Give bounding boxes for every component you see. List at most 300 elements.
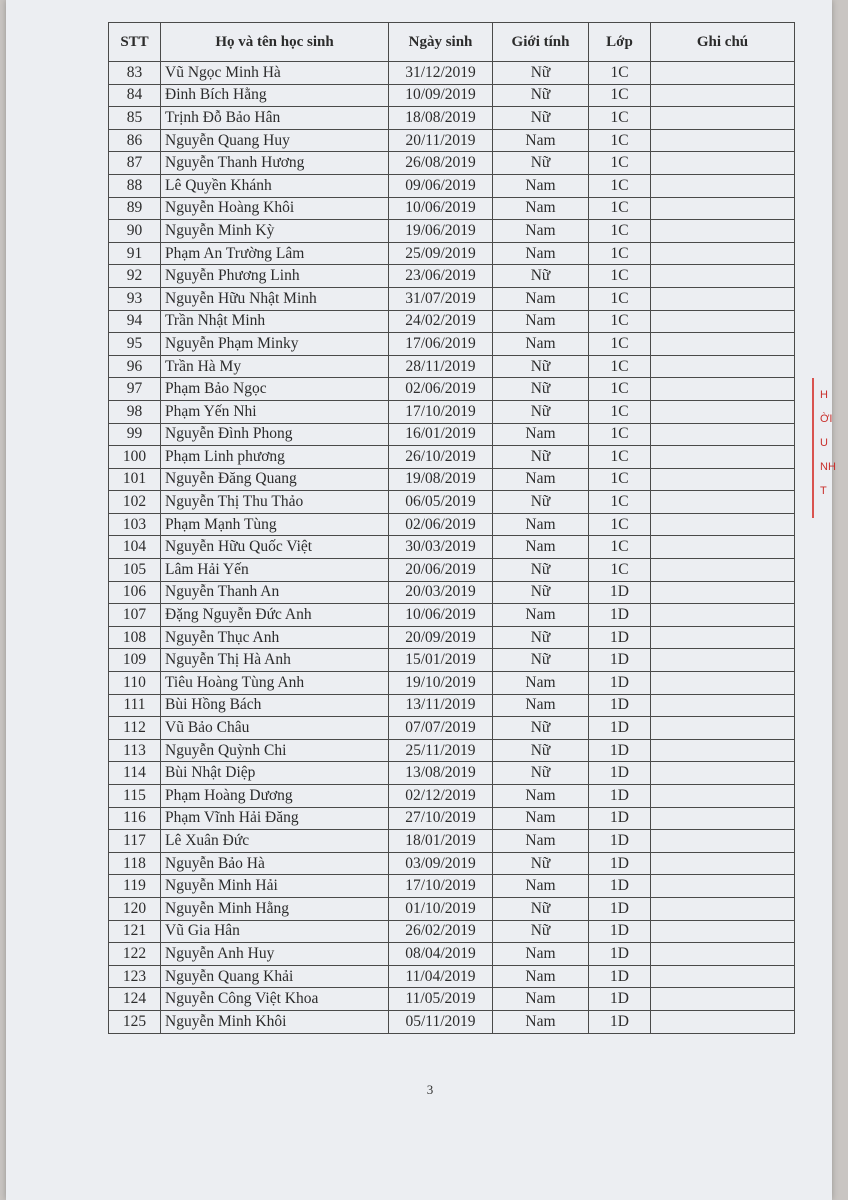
cell-full-name: Lê Xuân Đức bbox=[161, 830, 389, 853]
cell-gender: Nam bbox=[493, 287, 589, 310]
cell-full-name: Vũ Ngọc Minh Hà bbox=[161, 62, 389, 85]
cell-date-of-birth: 10/06/2019 bbox=[389, 604, 493, 627]
cell-stt: 121 bbox=[109, 920, 161, 943]
cell-gender: Nữ bbox=[493, 62, 589, 85]
cell-notes bbox=[651, 672, 795, 695]
cell-gender: Nam bbox=[493, 1010, 589, 1033]
cell-stt: 119 bbox=[109, 875, 161, 898]
cell-date-of-birth: 24/02/2019 bbox=[389, 310, 493, 333]
cell-gender: Nam bbox=[493, 830, 589, 853]
cell-date-of-birth: 23/06/2019 bbox=[389, 265, 493, 288]
cell-stt: 104 bbox=[109, 536, 161, 559]
header-notes: Ghi chú bbox=[651, 23, 795, 62]
cell-gender: Nữ bbox=[493, 626, 589, 649]
table-row bbox=[109, 84, 795, 107]
cell-date-of-birth: 09/06/2019 bbox=[389, 174, 493, 197]
cell-notes bbox=[651, 965, 795, 988]
cell-full-name: Nguyễn Phạm Minky bbox=[161, 333, 389, 356]
cell-class: 1C bbox=[589, 468, 651, 491]
cell-class: 1C bbox=[589, 84, 651, 107]
cell-stt: 97 bbox=[109, 378, 161, 401]
cell-stt: 116 bbox=[109, 807, 161, 830]
stamp-fragment: T bbox=[820, 485, 827, 497]
cell-stt: 100 bbox=[109, 446, 161, 469]
cell-gender: Nữ bbox=[493, 152, 589, 175]
table-row bbox=[109, 400, 795, 423]
header-full-name: Họ và tên học sinh bbox=[161, 23, 389, 62]
cell-notes bbox=[651, 649, 795, 672]
cell-class: 1D bbox=[589, 943, 651, 966]
table-row bbox=[109, 197, 795, 220]
cell-notes bbox=[651, 988, 795, 1011]
cell-gender: Nam bbox=[493, 807, 589, 830]
cell-date-of-birth: 18/08/2019 bbox=[389, 107, 493, 130]
cell-date-of-birth: 26/10/2019 bbox=[389, 446, 493, 469]
cell-class: 1C bbox=[589, 265, 651, 288]
table-row bbox=[109, 62, 795, 85]
cell-date-of-birth: 06/05/2019 bbox=[389, 491, 493, 514]
cell-gender: Nữ bbox=[493, 762, 589, 785]
cell-full-name: Nguyễn Hữu Nhật Minh bbox=[161, 287, 389, 310]
cell-date-of-birth: 26/08/2019 bbox=[389, 152, 493, 175]
cell-gender: Nam bbox=[493, 468, 589, 491]
cell-gender: Nữ bbox=[493, 559, 589, 582]
cell-gender: Nữ bbox=[493, 852, 589, 875]
cell-gender: Nam bbox=[493, 965, 589, 988]
cell-notes bbox=[651, 626, 795, 649]
cell-gender: Nam bbox=[493, 536, 589, 559]
cell-date-of-birth: 20/03/2019 bbox=[389, 581, 493, 604]
cell-date-of-birth: 10/06/2019 bbox=[389, 197, 493, 220]
cell-full-name: Vũ Gia Hân bbox=[161, 920, 389, 943]
cell-full-name: Nguyễn Công Việt Khoa bbox=[161, 988, 389, 1011]
student-list-table bbox=[108, 22, 795, 1034]
cell-date-of-birth: 19/10/2019 bbox=[389, 672, 493, 695]
cell-gender: Nam bbox=[493, 988, 589, 1011]
table-row bbox=[109, 152, 795, 175]
table-row bbox=[109, 875, 795, 898]
cell-class: 1C bbox=[589, 378, 651, 401]
cell-full-name: Bùi Hồng Bách bbox=[161, 694, 389, 717]
cell-full-name: Nguyễn Thanh Hương bbox=[161, 152, 389, 175]
table-header-row bbox=[109, 23, 795, 62]
cell-stt: 87 bbox=[109, 152, 161, 175]
cell-stt: 90 bbox=[109, 220, 161, 243]
table-row bbox=[109, 762, 795, 785]
cell-full-name: Bùi Nhật Diệp bbox=[161, 762, 389, 785]
cell-notes bbox=[651, 852, 795, 875]
cell-notes bbox=[651, 875, 795, 898]
cell-full-name: Nguyễn Đăng Quang bbox=[161, 468, 389, 491]
cell-notes bbox=[651, 513, 795, 536]
cell-date-of-birth: 02/12/2019 bbox=[389, 785, 493, 808]
cell-full-name: Đặng Nguyễn Đức Anh bbox=[161, 604, 389, 627]
cell-date-of-birth: 20/11/2019 bbox=[389, 129, 493, 152]
cell-class: 1D bbox=[589, 672, 651, 695]
cell-notes bbox=[651, 197, 795, 220]
cell-class: 1D bbox=[589, 875, 651, 898]
cell-stt: 122 bbox=[109, 943, 161, 966]
table-row bbox=[109, 129, 795, 152]
cell-class: 1C bbox=[589, 423, 651, 446]
cell-notes bbox=[651, 897, 795, 920]
table-row bbox=[109, 287, 795, 310]
cell-class: 1C bbox=[589, 310, 651, 333]
cell-class: 1C bbox=[589, 559, 651, 582]
cell-gender: Nam bbox=[493, 220, 589, 243]
header-date-of-birth: Ngày sinh bbox=[389, 23, 493, 62]
cell-full-name: Nguyễn Thị Hà Anh bbox=[161, 649, 389, 672]
cell-full-name: Lâm Hải Yến bbox=[161, 559, 389, 582]
cell-gender: Nữ bbox=[493, 355, 589, 378]
cell-notes bbox=[651, 762, 795, 785]
stamp-fragment: NH bbox=[820, 461, 836, 473]
cell-class: 1D bbox=[589, 965, 651, 988]
cell-notes bbox=[651, 62, 795, 85]
cell-notes bbox=[651, 265, 795, 288]
cell-gender: Nam bbox=[493, 943, 589, 966]
cell-date-of-birth: 03/09/2019 bbox=[389, 852, 493, 875]
cell-stt: 117 bbox=[109, 830, 161, 853]
cell-date-of-birth: 13/08/2019 bbox=[389, 762, 493, 785]
cell-notes bbox=[651, 468, 795, 491]
cell-class: 1D bbox=[589, 920, 651, 943]
cell-date-of-birth: 19/08/2019 bbox=[389, 468, 493, 491]
cell-notes bbox=[651, 242, 795, 265]
cell-date-of-birth: 19/06/2019 bbox=[389, 220, 493, 243]
cell-date-of-birth: 01/10/2019 bbox=[389, 897, 493, 920]
stamp-fragment: ỜI bbox=[820, 413, 833, 425]
cell-full-name: Nguyễn Thục Anh bbox=[161, 626, 389, 649]
cell-gender: Nữ bbox=[493, 446, 589, 469]
cell-notes bbox=[651, 491, 795, 514]
cell-gender: Nam bbox=[493, 129, 589, 152]
cell-date-of-birth: 02/06/2019 bbox=[389, 378, 493, 401]
cell-class: 1D bbox=[589, 649, 651, 672]
cell-date-of-birth: 07/07/2019 bbox=[389, 717, 493, 740]
cell-class: 1D bbox=[589, 739, 651, 762]
table-row bbox=[109, 310, 795, 333]
cell-full-name: Nguyễn Quang Khải bbox=[161, 965, 389, 988]
cell-date-of-birth: 27/10/2019 bbox=[389, 807, 493, 830]
table-row bbox=[109, 446, 795, 469]
cell-notes bbox=[651, 739, 795, 762]
cell-stt: 123 bbox=[109, 965, 161, 988]
cell-class: 1C bbox=[589, 107, 651, 130]
cell-gender: Nữ bbox=[493, 920, 589, 943]
cell-date-of-birth: 11/05/2019 bbox=[389, 988, 493, 1011]
table-row bbox=[109, 107, 795, 130]
cell-notes bbox=[651, 220, 795, 243]
cell-class: 1C bbox=[589, 197, 651, 220]
cell-gender: Nam bbox=[493, 875, 589, 898]
cell-gender: Nữ bbox=[493, 739, 589, 762]
table-row bbox=[109, 174, 795, 197]
cell-stt: 106 bbox=[109, 581, 161, 604]
cell-stt: 107 bbox=[109, 604, 161, 627]
cell-notes bbox=[651, 333, 795, 356]
cell-stt: 105 bbox=[109, 559, 161, 582]
cell-class: 1C bbox=[589, 220, 651, 243]
cell-notes bbox=[651, 807, 795, 830]
table-row bbox=[109, 717, 795, 740]
cell-notes bbox=[651, 400, 795, 423]
cell-notes bbox=[651, 152, 795, 175]
cell-stt: 108 bbox=[109, 626, 161, 649]
cell-full-name: Trần Hà My bbox=[161, 355, 389, 378]
cell-stt: 120 bbox=[109, 897, 161, 920]
header-stt: STT bbox=[109, 23, 161, 62]
cell-full-name: Nguyễn Minh Hải bbox=[161, 875, 389, 898]
cell-gender: Nam bbox=[493, 604, 589, 627]
cell-class: 1D bbox=[589, 694, 651, 717]
table-row bbox=[109, 265, 795, 288]
cell-notes bbox=[651, 581, 795, 604]
cell-class: 1C bbox=[589, 355, 651, 378]
cell-gender: Nam bbox=[493, 423, 589, 446]
cell-full-name: Phạm Hoàng Dương bbox=[161, 785, 389, 808]
cell-stt: 88 bbox=[109, 174, 161, 197]
cell-stt: 83 bbox=[109, 62, 161, 85]
cell-class: 1C bbox=[589, 400, 651, 423]
cell-gender: Nữ bbox=[493, 400, 589, 423]
table-row bbox=[109, 626, 795, 649]
cell-stt: 114 bbox=[109, 762, 161, 785]
cell-date-of-birth: 17/10/2019 bbox=[389, 875, 493, 898]
cell-stt: 95 bbox=[109, 333, 161, 356]
cell-class: 1D bbox=[589, 988, 651, 1011]
cell-class: 1C bbox=[589, 446, 651, 469]
table-row bbox=[109, 965, 795, 988]
cell-full-name: Nguyễn Quang Huy bbox=[161, 129, 389, 152]
table-row bbox=[109, 988, 795, 1011]
table-row bbox=[109, 423, 795, 446]
cell-full-name: Phạm Yến Nhi bbox=[161, 400, 389, 423]
cell-stt: 124 bbox=[109, 988, 161, 1011]
cell-notes bbox=[651, 107, 795, 130]
cell-gender: Nam bbox=[493, 513, 589, 536]
cell-notes bbox=[651, 287, 795, 310]
cell-class: 1C bbox=[589, 491, 651, 514]
table-row bbox=[109, 468, 795, 491]
red-stamp-edge bbox=[812, 378, 848, 518]
cell-date-of-birth: 26/02/2019 bbox=[389, 920, 493, 943]
cell-class: 1D bbox=[589, 762, 651, 785]
table-row bbox=[109, 943, 795, 966]
table-row bbox=[109, 649, 795, 672]
page-number: 3 bbox=[426, 1082, 434, 1097]
cell-date-of-birth: 17/10/2019 bbox=[389, 400, 493, 423]
cell-full-name: Nguyễn Thanh An bbox=[161, 581, 389, 604]
table-row bbox=[109, 830, 795, 853]
cell-class: 1D bbox=[589, 717, 651, 740]
cell-stt: 112 bbox=[109, 717, 161, 740]
cell-notes bbox=[651, 84, 795, 107]
table-row bbox=[109, 739, 795, 762]
cell-class: 1D bbox=[589, 807, 651, 830]
cell-notes bbox=[651, 830, 795, 853]
cell-stt: 89 bbox=[109, 197, 161, 220]
cell-notes bbox=[651, 174, 795, 197]
table-row bbox=[109, 807, 795, 830]
cell-class: 1D bbox=[589, 581, 651, 604]
cell-full-name: Tiêu Hoàng Tùng Anh bbox=[161, 672, 389, 695]
cell-stt: 91 bbox=[109, 242, 161, 265]
cell-date-of-birth: 25/09/2019 bbox=[389, 242, 493, 265]
cell-notes bbox=[651, 423, 795, 446]
cell-notes bbox=[651, 694, 795, 717]
table-row bbox=[109, 672, 795, 695]
cell-stt: 86 bbox=[109, 129, 161, 152]
cell-stt: 102 bbox=[109, 491, 161, 514]
cell-full-name: Nguyễn Minh Hằng bbox=[161, 897, 389, 920]
table-row bbox=[109, 491, 795, 514]
cell-stt: 103 bbox=[109, 513, 161, 536]
cell-notes bbox=[651, 536, 795, 559]
table-row bbox=[109, 1010, 795, 1033]
cell-notes bbox=[651, 943, 795, 966]
cell-date-of-birth: 08/04/2019 bbox=[389, 943, 493, 966]
cell-notes bbox=[651, 1010, 795, 1033]
cell-full-name: Nguyễn Phương Linh bbox=[161, 265, 389, 288]
cell-class: 1C bbox=[589, 62, 651, 85]
cell-notes bbox=[651, 920, 795, 943]
cell-stt: 85 bbox=[109, 107, 161, 130]
cell-stt: 96 bbox=[109, 355, 161, 378]
cell-stt: 99 bbox=[109, 423, 161, 446]
cell-gender: Nam bbox=[493, 174, 589, 197]
table-row bbox=[109, 536, 795, 559]
cell-date-of-birth: 10/09/2019 bbox=[389, 84, 493, 107]
cell-full-name: Đinh Bích Hằng bbox=[161, 84, 389, 107]
cell-class: 1D bbox=[589, 626, 651, 649]
header-gender: Giới tính bbox=[493, 23, 589, 62]
cell-date-of-birth: 16/01/2019 bbox=[389, 423, 493, 446]
cell-gender: Nữ bbox=[493, 265, 589, 288]
cell-full-name: Phạm Mạnh Tùng bbox=[161, 513, 389, 536]
cell-gender: Nam bbox=[493, 785, 589, 808]
cell-date-of-birth: 05/11/2019 bbox=[389, 1010, 493, 1033]
cell-full-name: Trần Nhật Minh bbox=[161, 310, 389, 333]
cell-date-of-birth: 02/06/2019 bbox=[389, 513, 493, 536]
cell-full-name: Nguyễn Hữu Quốc Việt bbox=[161, 536, 389, 559]
cell-stt: 93 bbox=[109, 287, 161, 310]
cell-stt: 101 bbox=[109, 468, 161, 491]
cell-full-name: Nguyễn Đình Phong bbox=[161, 423, 389, 446]
stamp-fragment: U bbox=[820, 437, 828, 449]
cell-date-of-birth: 30/03/2019 bbox=[389, 536, 493, 559]
cell-stt: 113 bbox=[109, 739, 161, 762]
cell-stt: 109 bbox=[109, 649, 161, 672]
cell-notes bbox=[651, 604, 795, 627]
cell-notes bbox=[651, 378, 795, 401]
table-row bbox=[109, 694, 795, 717]
cell-class: 1D bbox=[589, 852, 651, 875]
cell-class: 1D bbox=[589, 830, 651, 853]
cell-gender: Nữ bbox=[493, 581, 589, 604]
cell-gender: Nam bbox=[493, 333, 589, 356]
table-row bbox=[109, 920, 795, 943]
cell-gender: Nữ bbox=[493, 84, 589, 107]
cell-date-of-birth: 31/12/2019 bbox=[389, 62, 493, 85]
cell-notes bbox=[651, 785, 795, 808]
cell-class: 1D bbox=[589, 1010, 651, 1033]
table-row bbox=[109, 242, 795, 265]
cell-gender: Nam bbox=[493, 310, 589, 333]
cell-gender: Nữ bbox=[493, 378, 589, 401]
cell-gender: Nữ bbox=[493, 897, 589, 920]
table-row bbox=[109, 333, 795, 356]
table-row bbox=[109, 604, 795, 627]
cell-full-name: Nguyễn Thị Thu Thảo bbox=[161, 491, 389, 514]
cell-date-of-birth: 18/01/2019 bbox=[389, 830, 493, 853]
cell-full-name: Vũ Bảo Châu bbox=[161, 717, 389, 740]
cell-stt: 110 bbox=[109, 672, 161, 695]
cell-gender: Nam bbox=[493, 197, 589, 220]
cell-notes bbox=[651, 717, 795, 740]
cell-stt: 115 bbox=[109, 785, 161, 808]
cell-full-name: Nguyễn Minh Khôi bbox=[161, 1010, 389, 1033]
cell-stt: 125 bbox=[109, 1010, 161, 1033]
cell-date-of-birth: 17/06/2019 bbox=[389, 333, 493, 356]
cell-date-of-birth: 25/11/2019 bbox=[389, 739, 493, 762]
cell-class: 1C bbox=[589, 513, 651, 536]
cell-class: 1C bbox=[589, 242, 651, 265]
cell-date-of-birth: 28/11/2019 bbox=[389, 355, 493, 378]
cell-date-of-birth: 20/09/2019 bbox=[389, 626, 493, 649]
cell-date-of-birth: 11/04/2019 bbox=[389, 965, 493, 988]
cell-stt: 94 bbox=[109, 310, 161, 333]
cell-notes bbox=[651, 129, 795, 152]
table-row bbox=[109, 355, 795, 378]
cell-gender: Nữ bbox=[493, 491, 589, 514]
cell-gender: Nam bbox=[493, 694, 589, 717]
table-row bbox=[109, 581, 795, 604]
table-row bbox=[109, 220, 795, 243]
cell-full-name: Nguyễn Minh Kỳ bbox=[161, 220, 389, 243]
cell-date-of-birth: 13/11/2019 bbox=[389, 694, 493, 717]
cell-full-name: Lê Quyền Khánh bbox=[161, 174, 389, 197]
table-row bbox=[109, 513, 795, 536]
cell-notes bbox=[651, 446, 795, 469]
cell-class: 1C bbox=[589, 174, 651, 197]
cell-date-of-birth: 31/07/2019 bbox=[389, 287, 493, 310]
cell-full-name: Phạm Linh phương bbox=[161, 446, 389, 469]
cell-gender: Nữ bbox=[493, 717, 589, 740]
cell-class: 1C bbox=[589, 129, 651, 152]
cell-notes bbox=[651, 355, 795, 378]
cell-stt: 118 bbox=[109, 852, 161, 875]
cell-gender: Nam bbox=[493, 672, 589, 695]
cell-notes bbox=[651, 559, 795, 582]
table-row bbox=[109, 852, 795, 875]
cell-full-name: Nguyễn Bảo Hà bbox=[161, 852, 389, 875]
table-row bbox=[109, 559, 795, 582]
cell-full-name: Nguyễn Anh Huy bbox=[161, 943, 389, 966]
cell-gender: Nữ bbox=[493, 107, 589, 130]
cell-stt: 111 bbox=[109, 694, 161, 717]
cell-class: 1C bbox=[589, 152, 651, 175]
cell-class: 1D bbox=[589, 897, 651, 920]
cell-full-name: Phạm An Trường Lâm bbox=[161, 242, 389, 265]
cell-full-name: Trịnh Đỗ Bảo Hân bbox=[161, 107, 389, 130]
cell-stt: 98 bbox=[109, 400, 161, 423]
cell-class: 1D bbox=[589, 604, 651, 627]
cell-class: 1C bbox=[589, 536, 651, 559]
cell-full-name: Phạm Vĩnh Hải Đăng bbox=[161, 807, 389, 830]
cell-class: 1C bbox=[589, 333, 651, 356]
stamp-fragment: H bbox=[820, 389, 828, 401]
